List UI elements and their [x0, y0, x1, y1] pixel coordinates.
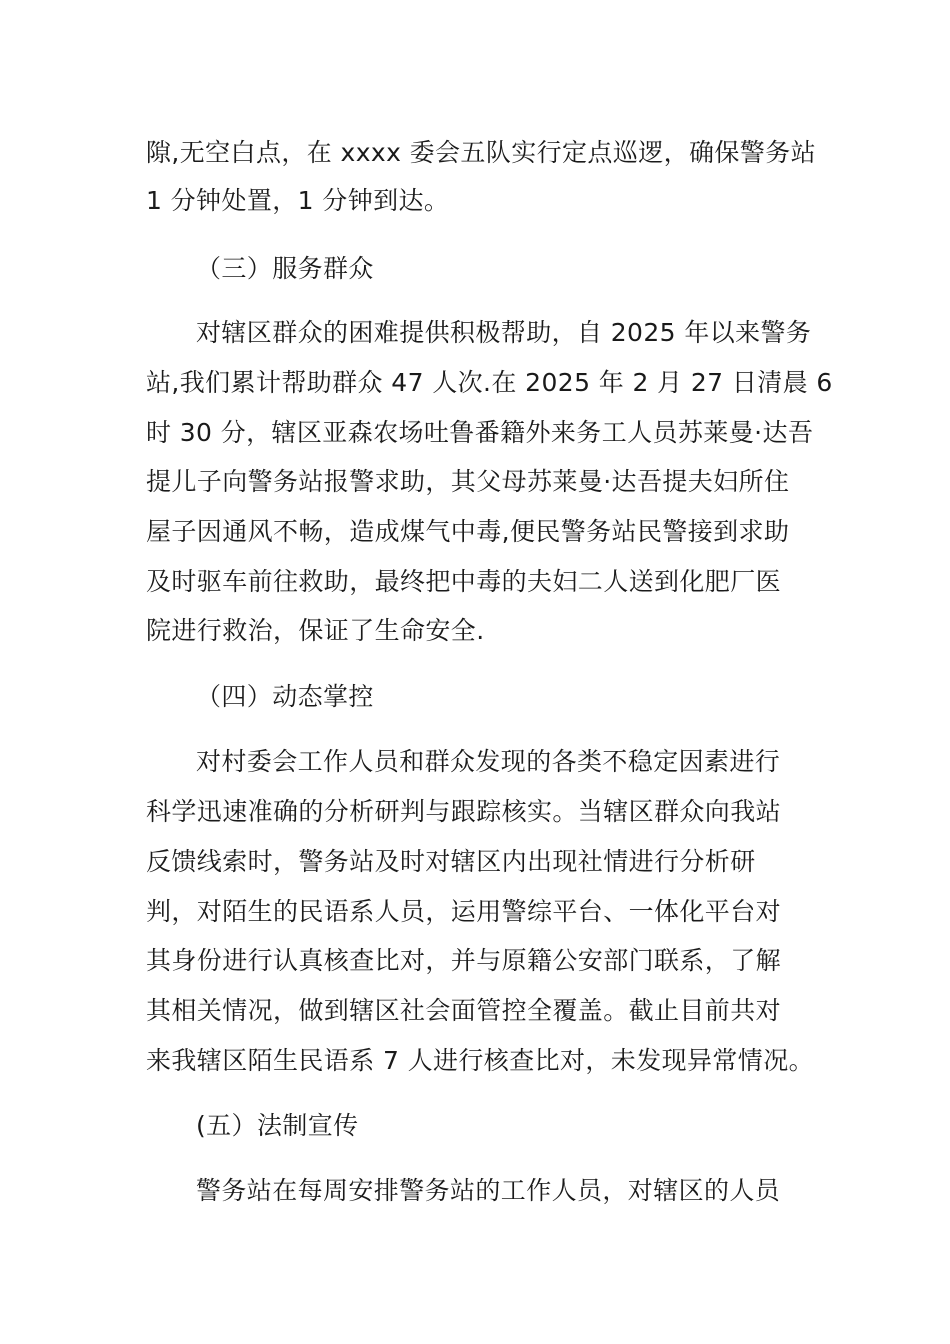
paragraph-first-line: 对辖区群众的困难提供积极帮助，自 2025 年以来警务 — [196, 318, 812, 347]
paragraph-first-line: 对村委会工作人员和群众发现的各类不稳定因素进行 — [196, 747, 781, 776]
text-line: 科学迅速准确的分析研判与跟踪核实。当辖区群众向我站 — [146, 797, 782, 826]
text-line: 及时驱车前往救助，最终把中毒的夫妇二人送到化肥厂医 — [146, 567, 782, 596]
section-heading: （三）服务群众 — [196, 254, 374, 283]
text-line: 屋子因通风不畅，造成煤气中毒,便民警务站民警接到求助 — [146, 517, 790, 546]
section-heading: (五）法制宣传 — [196, 1111, 359, 1140]
text-line: 判，对陌生的民语系人员，运用警综平台、一体化平台对 — [146, 897, 782, 926]
text-line: 站,我们累计帮助群众 47 人次.在 2025 年 2 月 27 日清晨 6 — [146, 368, 833, 397]
text-line: 反馈线索时，警务站及时对辖区内出现社情进行分析研 — [146, 847, 756, 876]
section-heading: （四）动态掌控 — [196, 682, 374, 711]
text-line: 其相关情况，做到辖区社会面管控全覆盖。截止目前共对 — [146, 996, 782, 1025]
text-line: 提儿子向警务站报警求助，其父母苏莱曼·达吾提夫妇所住 — [146, 467, 790, 496]
paragraph-first-line: 警务站在每周安排警务站的工作人员，对辖区的人员 — [196, 1176, 781, 1205]
text-line: 院进行救治，保证了生命安全. — [146, 616, 485, 645]
text-line: 时 30 分，辖区亚森农场吐鲁番籍外来务工人员苏莱曼·达吾 — [146, 418, 814, 447]
text-line: 隙,无空白点，在 xxxx 委会五队实行定点巡逻，确保警务站 — [146, 138, 817, 167]
text-line: 其身份进行认真核查比对，并与原籍公安部门联系，了解 — [146, 946, 782, 975]
text-line: 来我辖区陌生民语系 7 人进行核查比对，未发现异常情况。 — [146, 1046, 815, 1075]
text-line: 1 分钟处置，1 分钟到达。 — [146, 186, 450, 215]
